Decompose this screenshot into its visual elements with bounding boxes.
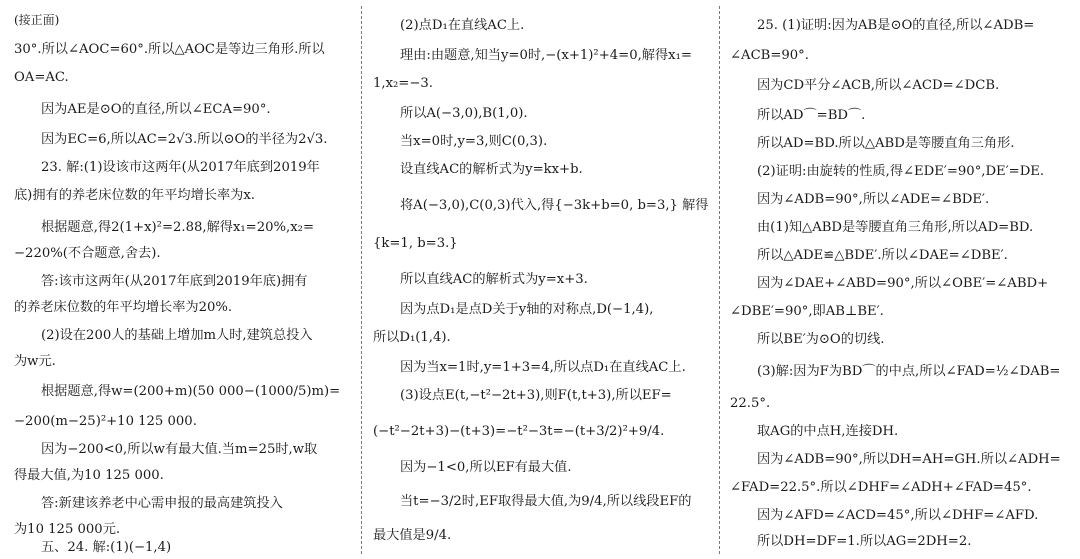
text-line: 因为∠ADB=90°,所以∠ADE=∠BDE′. xyxy=(757,192,990,207)
text-line: 最大值是9/4. xyxy=(373,528,452,543)
text-line: 因为∠AFD=∠ACD=45°,所以∠DHF=∠AFD. xyxy=(757,508,1039,523)
text-line: 22.5°. xyxy=(730,396,771,411)
text-line: 因为EC=6,所以AC=2√3.所以⊙O的半径为2√3. xyxy=(41,132,328,147)
text-line: 所以DH=DF=1.所以AG=2DH=2. xyxy=(757,534,972,549)
text-line: −220%(不合题意,舍去). xyxy=(14,246,161,261)
column-left xyxy=(14,4,354,556)
text-line: (2)设在200人的基础上增加m人时,建筑总投入 xyxy=(41,328,313,343)
text-line: 由(1)知△ABD是等腰直角三角形,所以AD=BD. xyxy=(757,220,1034,235)
text-line: 所以AD=BD.所以△ABD是等腰直角三角形. xyxy=(757,136,1015,151)
text-line: 因为−200<0,所以w有最大值.当m=25时,w取 xyxy=(41,442,318,457)
system-line: 将A(−3,0),C(0,3)代入,得{−3k+b=0, b=3,} 解得 xyxy=(400,198,709,213)
text-line: 所以BE′为⊙O的切线. xyxy=(757,332,885,347)
text-line: ∠ACB=90°. xyxy=(730,48,809,63)
text-line: (2)点D₁在直线AC上. xyxy=(400,18,525,33)
equation-line: 根据题意,得2(1+x)²=2.88,解得x₁=20%,x₂= xyxy=(41,220,315,235)
text-line: (3)解:因为F为BD⌒的中点,所以∠FAD=½∠DAB= xyxy=(757,364,1061,379)
answer-line: 的养老床位数的年平均增长率为20%. xyxy=(14,300,233,315)
text-line: 1,x₂=−3. xyxy=(373,76,433,91)
text-line: 所以△ADE≌△BDE′.所以∠DAE=∠DBE′. xyxy=(757,248,1008,263)
text-line: 因为−1<0,所以EF有最大值. xyxy=(400,460,572,475)
text-line: 当x=0时,y=3,则C(0,3). xyxy=(400,134,548,149)
text-line: 因为点D₁是点D关于y轴的对称点,D(−1,4), xyxy=(400,302,654,317)
continued-note: (接正面) xyxy=(14,13,60,27)
text-line: 理由:由题意,知当y=0时,−(x+1)²+4=0,解得x₁= xyxy=(400,48,692,63)
text-line: 取AG的中点H,连接DH. xyxy=(757,424,899,439)
text-line: (3)设点E(t,−t²−2t+3),则F(t,t+3),所以EF= xyxy=(400,388,672,403)
column-right xyxy=(730,4,1070,556)
answer-line: 答:该市这两年(从2017年底到2019年底)拥有 xyxy=(41,274,308,289)
column-middle xyxy=(373,4,711,556)
text-line: 底)拥有的养老床位数的年平均增长率为x. xyxy=(14,188,255,203)
problem-23-heading: 23. 解:(1)设该市这两年(从2017年底到2019年 xyxy=(41,160,320,175)
text-line: 所以A(−3,0),B(1,0). xyxy=(400,106,528,121)
section-5-heading: 五、24. 解:(1)(−1,4) xyxy=(41,540,172,555)
text-line: 因为AE是⊙O的直径,所以∠ECA=90°. xyxy=(41,102,271,117)
text-line: 因为∠ADB=90°,所以DH=AH=GH.所以∠ADH= xyxy=(757,452,1061,467)
text-line: ∠FAD=22.5°.所以∠DHF=∠ADH+∠FAD=45°. xyxy=(730,480,1032,495)
text-line: (2)证明:由旋转的性质,得∠EDE′=90°,DE′=DE. xyxy=(757,164,1045,179)
column-divider xyxy=(361,6,362,554)
column-divider xyxy=(719,6,720,554)
text-line: 所以AD⌒=BD⌒. xyxy=(757,108,866,123)
text-line: 因为∠DAE+∠ABD=90°,所以∠OBE′=∠ABD+ xyxy=(757,276,1049,291)
equation-line: 根据题意,得w=(200+m)(50 000−(1000/5)m)= xyxy=(41,384,341,399)
text-line: 所以D₁(1,4). xyxy=(373,330,451,345)
text-line: 设直线AC的解析式为y=kx+b. xyxy=(400,162,583,177)
text-line: 所以直线AC的解析式为y=x+3. xyxy=(400,272,588,287)
answer-line: 为10 125 000元. xyxy=(14,522,121,537)
equation-line: −200(m−25)²+10 125 000. xyxy=(14,414,197,429)
text-line: 因为CD平分∠ACB,所以∠ACD=∠DCB. xyxy=(757,78,1000,93)
text-line: ∠DBE′=90°,即AB⊥BE′. xyxy=(730,304,884,319)
text-line: 得最大值,为10 125 000. xyxy=(14,468,164,483)
system-line: {k=1, b=3.} xyxy=(373,236,458,251)
text-line: 当t=−3/2时,EF取得最大值,为9/4,所以线段EF的 xyxy=(400,494,692,509)
text-line: 30°.所以∠AOC=60°.所以△AOC是等边三角形.所以 xyxy=(14,42,325,57)
text-line: 因为当x=1时,y=1+3=4,所以点D₁在直线AC上. xyxy=(400,360,686,375)
problem-25-heading: 25. (1)证明:因为AB是⊙O的直径,所以∠ADB= xyxy=(757,18,1035,33)
text-line: 为w元. xyxy=(14,354,56,369)
answer-line: 答:新建该养老中心需申报的最高建筑投入 xyxy=(41,496,283,511)
text-line: OA=AC. xyxy=(14,70,69,85)
equation-line: (−t²−2t+3)−(t+3)=−t²−3t=−(t+3/2)²+9/4. xyxy=(373,424,665,439)
